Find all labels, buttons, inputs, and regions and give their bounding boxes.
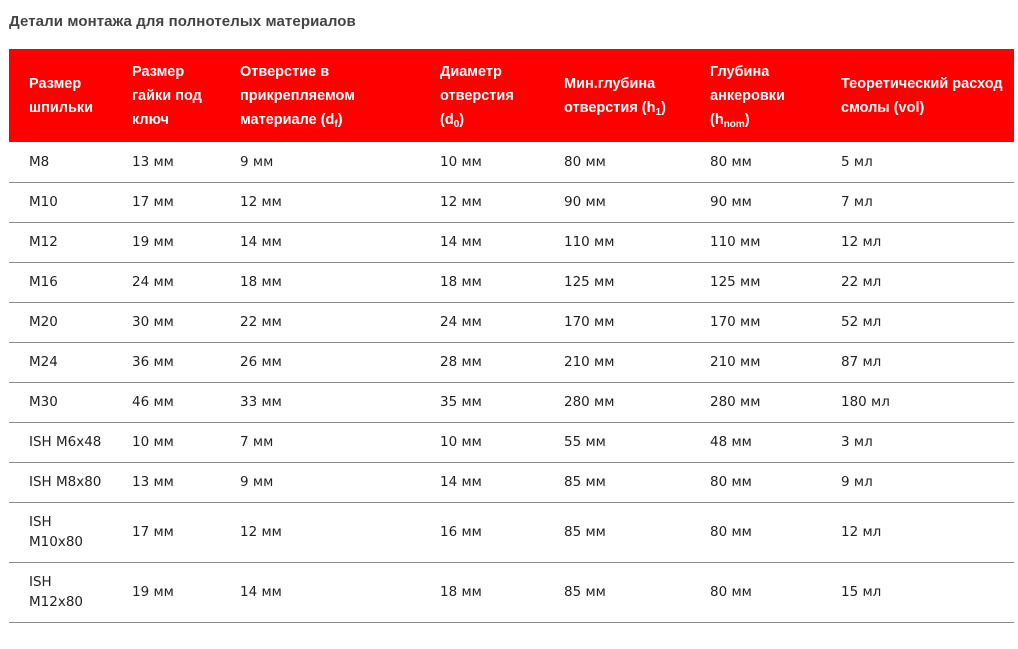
- cell-anchoring-depth: 110 мм: [710, 234, 761, 250]
- table-row: [9, 342, 1014, 382]
- header-anchoring-depth: [690, 49, 821, 142]
- cell-min-hole-depth: 280 мм: [564, 394, 615, 410]
- header-text: Отверстие в прикрепляемом материале (d: [240, 63, 355, 128]
- cell-hole-diameter: 10 мм: [440, 153, 482, 170]
- cell-fixture-hole: 12 мм: [240, 524, 282, 540]
- cell-fixture-hole: 18 мм: [240, 274, 282, 290]
- cell-min-hole-depth: 110 мм: [564, 234, 615, 250]
- table-row: [9, 142, 1014, 182]
- cell-nut-size: 17 мм: [132, 524, 174, 540]
- header-nut-size: [112, 49, 220, 142]
- table-row: [9, 562, 1014, 622]
- cell-resin-volume: 12 мл: [841, 234, 882, 250]
- cell-hole-diameter: 12 мм: [440, 194, 482, 210]
- header-hole-diameter: [420, 49, 544, 142]
- cell-hole-diameter: 18 мм: [440, 584, 482, 600]
- header-text-suffix: ): [459, 111, 465, 128]
- cell-stud-size: M8: [29, 153, 50, 170]
- header-min-hole-depth: [544, 49, 690, 142]
- table-row: [9, 182, 1014, 222]
- cell-min-hole-depth: 210 мм: [564, 354, 615, 370]
- cell-stud-size: M10: [29, 194, 58, 210]
- cell-nut-size: 24 мм: [132, 274, 174, 290]
- cell-anchoring-depth: 210 мм: [710, 354, 761, 370]
- cell-min-hole-depth: 85 мм: [564, 474, 606, 490]
- cell-resin-volume: 15 мл: [841, 584, 882, 600]
- header-fixture-hole: [220, 49, 420, 142]
- header-text-suffix: ): [337, 111, 343, 128]
- installation-details-table: [9, 49, 1014, 623]
- cell-nut-size: 36 мм: [132, 354, 174, 370]
- cell-stud-size: M16: [29, 274, 58, 290]
- cell-anchoring-depth: 90 мм: [710, 194, 752, 210]
- cell-stud-size: ISH M8x80: [29, 474, 102, 490]
- cell-stud-size: ISH M12x80: [29, 574, 83, 610]
- header-text: Размер гайки под ключ: [132, 63, 202, 128]
- header-text-suffix: ): [744, 111, 750, 128]
- cell-anchoring-depth: 80 мм: [710, 153, 752, 170]
- cell-min-hole-depth: 90 мм: [564, 194, 606, 210]
- header-text: Размер шпильки: [29, 75, 94, 116]
- cell-stud-size: M20: [29, 314, 58, 330]
- table-header-row: [9, 49, 1014, 142]
- cell-hole-diameter: 24 мм: [440, 314, 482, 330]
- cell-hole-diameter: 35 мм: [440, 394, 482, 410]
- cell-resin-volume: 9 мл: [841, 474, 873, 490]
- header-text: Теоретический расход смолы (vol): [841, 75, 1003, 116]
- cell-fixture-hole: 22 мм: [240, 314, 282, 330]
- cell-resin-volume: 3 мл: [841, 434, 873, 450]
- cell-min-hole-depth: 85 мм: [564, 524, 606, 540]
- table-row: [9, 302, 1014, 342]
- cell-stud-size: M30: [29, 394, 58, 410]
- header-subscript: nom: [723, 118, 745, 130]
- cell-anchoring-depth: 170 мм: [710, 314, 761, 330]
- cell-nut-size: 46 мм: [132, 394, 174, 410]
- cell-fixture-hole: 9 мм: [240, 153, 274, 170]
- cell-anchoring-depth: 80 мм: [710, 584, 752, 600]
- table-row: [9, 502, 1014, 562]
- cell-anchoring-depth: 80 мм: [710, 524, 752, 540]
- cell-fixture-hole: 9 мм: [240, 474, 274, 490]
- cell-stud-size: M12: [29, 234, 58, 250]
- cell-fixture-hole: 33 мм: [240, 394, 282, 410]
- cell-stud-size: ISH M10x80: [29, 514, 83, 550]
- cell-nut-size: 19 мм: [132, 584, 174, 600]
- cell-stud-size: M24: [29, 354, 58, 370]
- cell-anchoring-depth: 125 мм: [710, 274, 761, 290]
- cell-hole-diameter: 10 мм: [440, 434, 482, 450]
- cell-hole-diameter: 16 мм: [440, 524, 482, 540]
- table-row: [9, 262, 1014, 302]
- table-row: [9, 222, 1014, 262]
- header-text: Диаметр отверстия (d: [440, 63, 514, 128]
- header-text: Мин.глубина отверстия (h: [564, 75, 656, 116]
- cell-nut-size: 19 мм: [132, 234, 174, 250]
- cell-hole-diameter: 14 мм: [440, 234, 482, 250]
- cell-fixture-hole: 14 мм: [240, 584, 282, 600]
- cell-resin-volume: 5 мл: [841, 153, 873, 170]
- header-subscript: f: [334, 118, 338, 130]
- table-row: [9, 422, 1014, 462]
- cell-nut-size: 10 мм: [132, 434, 174, 450]
- header-subscript: 1: [655, 106, 662, 118]
- cell-hole-diameter: 18 мм: [440, 274, 482, 290]
- cell-resin-volume: 180 мл: [841, 394, 890, 410]
- table-row: [9, 382, 1014, 422]
- cell-resin-volume: 7 мл: [841, 194, 873, 210]
- page-title: Детали монтажа для полнотелых материалов: [9, 13, 356, 30]
- cell-anchoring-depth: 80 мм: [710, 474, 752, 490]
- cell-fixture-hole: 12 мм: [240, 194, 282, 210]
- header-resin-volume: [821, 49, 1014, 142]
- cell-anchoring-depth: 48 мм: [710, 434, 752, 450]
- cell-nut-size: 13 мм: [132, 474, 174, 490]
- cell-fixture-hole: 7 мм: [240, 434, 274, 450]
- cell-hole-diameter: 28 мм: [440, 354, 482, 370]
- cell-stud-size: ISH M6x48: [29, 434, 102, 450]
- cell-resin-volume: 87 мл: [841, 354, 882, 370]
- cell-resin-volume: 12 мл: [841, 524, 882, 540]
- table-row: [9, 462, 1014, 502]
- cell-nut-size: 30 мм: [132, 314, 174, 330]
- cell-min-hole-depth: 85 мм: [564, 584, 606, 600]
- cell-min-hole-depth: 125 мм: [564, 274, 615, 290]
- cell-nut-size: 13 мм: [132, 153, 174, 170]
- cell-hole-diameter: 14 мм: [440, 474, 482, 490]
- cell-fixture-hole: 14 мм: [240, 234, 282, 250]
- cell-resin-volume: 22 мл: [841, 274, 882, 290]
- cell-resin-volume: 52 мл: [841, 314, 882, 330]
- cell-nut-size: 17 мм: [132, 194, 174, 210]
- header-text: Глубина анкеровки (h: [710, 63, 785, 128]
- cell-anchoring-depth: 280 мм: [710, 394, 761, 410]
- cell-min-hole-depth: 170 мм: [564, 314, 615, 330]
- header-stud-size: [9, 49, 112, 142]
- header-text-suffix: ): [661, 99, 666, 116]
- table-body: [9, 142, 1014, 622]
- cell-fixture-hole: 26 мм: [240, 354, 282, 370]
- cell-min-hole-depth: 80 мм: [564, 153, 606, 170]
- header-subscript: 0: [453, 118, 460, 130]
- cell-min-hole-depth: 55 мм: [564, 434, 606, 450]
